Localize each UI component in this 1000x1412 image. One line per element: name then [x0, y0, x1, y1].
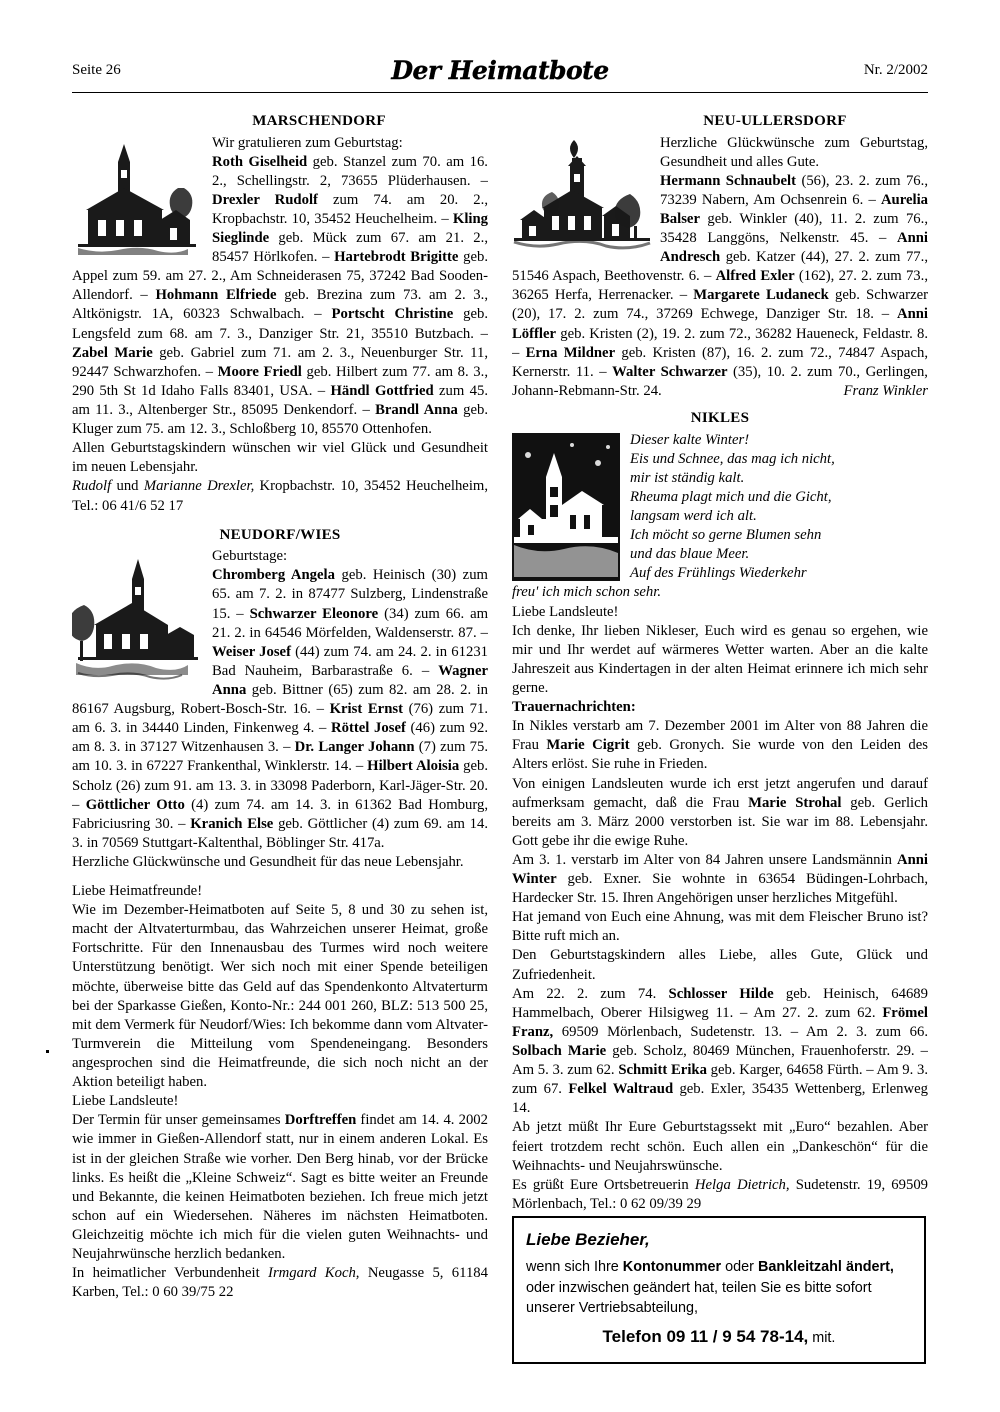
notice-keyword-bankleitzahl: Bankleitzahl — [757, 1258, 842, 1275]
church-illustration — [72, 549, 204, 689]
marschendorf-wishes: Allen Geburtstagskindern wünschen wir viel Glück und Gesundheit im neuen Lebensjahr. — [72, 440, 488, 476]
nikles-block — [512, 431, 928, 1214]
nikles-obituary-1: In Nikles verstarb am 7. Dezember 2001 im Alter von 88 Jahren die Frau Marie Cigrit geb. Gronych. Sie wurde von den Leiden des Alters erlöst. Sie ruhe in Frieden. — [512, 718, 928, 773]
nikles-closing: Ab jetzt müßt Ihr Eure Geburtstagssekt mit „Euro“ bezahlen. Aber feiert trotzdem recht schön. Euch allen ein „Dankeschön“ für die Weihnachts- und Neujahrswünsche. — [512, 1119, 928, 1174]
nikles-greeting: Liebe Landsleute! — [512, 603, 619, 620]
church-woodcut-illustration — [512, 433, 620, 581]
subscriber-notice-box — [512, 1216, 926, 1364]
notice-phone-number: Telefon 09 11 / 9 54 78-14, — [602, 1327, 809, 1347]
poem-line: Dieser kalte Winter! — [630, 431, 750, 448]
notice-phone-tail: mit. — [808, 1330, 836, 1347]
poem-line: und das blaue Meer. — [630, 546, 750, 563]
notice-title: Liebe Bezieher, — [526, 1230, 650, 1249]
neu-ullersdorf-intro: Herzliche Glückwünsche zum Geburtstag, Gesundheit und alles Gute. — [660, 134, 928, 170]
poem-line: Auf des Frühlings Wiederkehr — [630, 565, 807, 582]
publication-title: Der Heimatbote — [391, 56, 609, 85]
village-church-illustration — [512, 136, 652, 248]
notice-text-4: bitte sofort unserer Vertriebsabteilung, — [526, 1279, 872, 1317]
neudorf-intro: Geburtstage: — [212, 548, 288, 565]
left-column — [72, 112, 488, 1302]
nikles-birthdays: Am 22. 2. zum 74. Schlosser Hilde geb. Heinisch, 64689 Hammelbach, Oberer Hilsigweg 11. – Am 27. 2. zum 62. Frömel Franz, 69509 Mörlenbach, Sudetenstr. 13. – Am 2. 3. zum 66. Solbach Marie geb. Scholz, 80469 München, Frauenhoferstr. 29. – Am 5. 3. zum 62. Schmitt Erika geb. Karger, 64658 Fürth. – Am 9. 3. zum 67. Felkel Waltraud geb. Exler, 35435 Wettenberg, Erlenweg 14. — [512, 985, 928, 1117]
notice-text-1: wenn sich Ihre — [526, 1258, 623, 1275]
neudorf-dorftreffen: Der Termin für unser gemeinsames Dorftreffen findet am 14. 4. 2002 wie immer in Gießen-Allendorf statt, nur in einem anderen Lokal. Es ist in der gleichen Straße wie vorher. Den Berg hinab, vor der Brücke links. Es heißt die „Kleine Schweiz“. Sagt es bitte weiter an Freunde und Bekannte, die keinen Heimatboten beziehen. Ich freue mich jetzt schon auf ein Wiedersehen. Näheres im nächsten Heimatboten. Gleichzeitig möchte ich mich für die vielen guten Weihnachts- und Neujahrwünsche herzlich bedanken. — [72, 1112, 488, 1263]
poem-line: mir ist ständig kalt. — [630, 469, 745, 486]
section-heading-nikles: NIKLES — [690, 410, 750, 427]
nikles-obituary-3: Am 3. 1. verstarb im Alter von 84 Jahren unsere Landsmännin Anni Winter geb. Exner. Sie wohnte in 63654 Büdingen-Lohrbach, Hardecker Str. 15. Ihren Angehörigen unser herzliches Mitgefühl. — [512, 851, 928, 907]
church-illustration — [72, 136, 204, 260]
nikles-question: Hat jemand von Euch eine Ahnung, was mit dem Fleischer Bruno ist? Bitte ruft mich an. — [512, 909, 928, 945]
marschendorf-intro: Wir gratulieren zum Geburtstag: — [212, 134, 403, 151]
section-heading-marschendorf: MARSCHENDORF — [252, 113, 386, 129]
section-heading-neu-ullersdorf: NEU-ULLERSDORF — [703, 113, 847, 129]
poem-line: freu' ich mich schon sehr. — [512, 584, 662, 601]
issue-number: Nr. 2/2002 — [863, 62, 928, 78]
notice-keyword-aendert: ändert, — [845, 1258, 894, 1275]
marschendorf-signature: Rudolf und Marianne Drexler, Kropbachstr. 10, 35452 Heuchelheim, Tel.: 06 41/6 52 17 — [72, 478, 488, 514]
section-heading-neudorf-wies: NEUDORF/WIES — [219, 526, 341, 543]
page-header — [72, 56, 928, 92]
marschendorf-block — [72, 134, 488, 516]
notice-text-2: oder — [721, 1258, 758, 1275]
poem-line: Rheuma plagt mich und die Gicht, — [630, 488, 832, 505]
neudorf-tower-appeal: Wie im Dezember-Heimatboten auf Seite 5, 8 und 30 zu sehen ist, macht der Altvaterturmbau, das Wahrzeichen unserer Heimat, große Fortschritte. Für den Innenausbau des Turmes wird noch weitere Unterstützung benötigt. Wer sich noch mit einer Spende beteiligen möchte, überweise bitte das Geld auf das Spendenkonto Altvaterturm bei der Sparkasse Gießen, Konto-Nr.: 244 001 260, BLZ: 513 500 25, mit dem Vermerk für Neudorf/Wies: Ich bekomme dann vom Altvater-Turmverein die Mitteilung vom Spendeneingang. Besonders angesprochen sind die Heimatfreunde, die sich noch nicht an der Aktion beteiligt haben. — [72, 902, 488, 1091]
notice-phone — [526, 1325, 912, 1350]
margin-mark — [46, 1050, 49, 1053]
header-divider — [72, 92, 928, 93]
nikles-intro: Ich denke, Ihr lieben Nikleser, Euch wird es genau so ergehen, wie mir und Ihr werdet auf wärmeres Wetter warten. Aber an die kalte Jahreszeit aus Kindertagen in der alten Heimat erinnere ich mich sehr gerne. — [512, 622, 928, 696]
right-column — [512, 112, 928, 1214]
notice-body — [526, 1257, 912, 1320]
neudorf-wies-block — [72, 547, 488, 1302]
poem-line: Eis und Schnee, das mag ich nicht, — [630, 450, 835, 467]
neu-ullersdorf-birthdays: Hermann Schnaubelt (56), 23. 2. zum 76., 73239 Nabern, Am Ochsenrein 6. – Aurelia Balser geb. Winkler (40), 11. 2. zum 76., 35428 Langgöns, Nelkenstr. 45. – Anni Andresch geb. Katzer (44), 27. 2. zum 77., 51546 Aspach, Beethovenstr. 6. – Alfred Exler (162), 27. 2. zum 73., 36265 Herfa, Herrenacker. – Margarete Ludaneck geb. Schwarzer (20), 17. 2. zum 74., 37269 Echwege, Danziger Str. 18. – Anni Löffler geb. Kristen (2), 19. 2. zum 72., 36282 Haueneck, Feldastr. 8. – Erna Mildner geb. Kristen (87), 16. 2. zum 72., 74847 Aspach, Kernerstr. 11. – Walter Schwarzer (35), 10. 2. zum 70., Gerlingen, Johann-Rebmann-Str. 24. Franz Winkler — [512, 172, 928, 401]
marschendorf-birthdays: Roth Giselheid geb. Stanzel zum 70. am 16. 2., Schellingstr. 2, 73655 Plüderhausen. – Drexler Rudolf zum 74. am 20. 2., Kropbachstr. 10, 35452 Heuchelheim. – Kling Sieglinde geb. Mück zum 67. am 21. 2., 85457 Hörlkofen. – Hartebrodt Brigitte geb. Appel zum 59. am 27. 2., Am Schneiderasen 75, 37242 Bad Sooden-Allendorf. – Hohmann Elfriede geb. Brezina zum 73. am 2. 3., Altkönigstr. 1A, 60323 Schwalbach. – Portscht Christine geb. Lengsfeld zum 68. am 7. 3., Danziger Str. 21, 35510 Butzbach. – Zabel Marie geb. Gabriel zum 71. am 2. 3., Neuenburger Str. 11, 92447 Schwarzhofen. – Moore Friedl geb. Hilbert zum 77. am 8. 3., 290 5th St 1d Idaho Falls 83401, USA. – Händl Gottfried zum 45. am 11. 3., Altenberger Str., 85095 Denkendorf. – Brandl Anna geb. Kluger zum 75. am 12. 3., Schloßberg 10, 85570 Ottenhofen. — [72, 153, 488, 438]
notice-text-3: oder inzwischen geändert hat, teilen Sie es — [526, 1279, 801, 1296]
poem-line: Ich möcht so gerne Blumen sehn — [630, 527, 822, 544]
nikles-signature: Es grüßt Eure Ortsbetreuerin Helga Dietrich, Sudetenstr. 19, 69509 Mörlenbach, Tel.: 0 62 09/39 29 — [512, 1176, 928, 1212]
nikles-birthday-wishes: Den Geburtstagskindern alles Liebe, alles Gute, Glück und Zufriedenheit. — [512, 947, 928, 983]
neudorf-signature: In heimatlicher Verbundenheit Irmgard Koch, Neugasse 5, 61184 Karben, Tel.: 0 60 39/75 22 — [72, 1265, 488, 1301]
neudorf-landsleute: Liebe Landsleute! — [72, 1093, 179, 1110]
neudorf-birthdays: Chromberg Angela geb. Heinisch (30) zum 65. am 7. 2. in 87477 Sulzberg, Lindenstraße 15. – Schwarzer Eleonore (34) zum 66. am 21. 2. in 64546 Mörfelden, Waldenserstr. 87. – Weiser Josef (44) zum 74. am 24. 2. in 61231 Bad Nauheim, Barbarastraße 6. – Wagner Anna geb. Bittner (65) zum 82. am 28. 2. in 86167 Augsburg, Robert-Bosch-Str. 16. – Krist Ernst (76) zum 71. am 6. 3. in 34440 Linden, Finkenweg 4. – Röttel Josef (46) zum 92. am 8. 3. in 37127 Witzenhausen 3. – Dr. Langer Johann (7) zum 75. am 10. 3. in 67227 Frankenthal, Winklerstr. 14. – Hilbert Aloisia geb. Scholz (26) zum 91. am 13. 3. in 33098 Paderborn, Karl-Jäger-Str. 20. – Göttlicher Otto (4) zum 74. am 14. 3. in 61362 Bad Homburg, Fabriciusring 30. – Kranich Else geb. Göttlicher (4) zum 69. am 14. 3. in 70569 Stuttgart-Kaltenthal, Böblinger Str. 417a. — [72, 567, 488, 851]
nikles-obituary-2: Von einigen Landsleuten wurde ich erst jetzt angerufen und darauf aufmerksam gemacht, daß die Frau Marie Strohal geb. Gerlich bereits am 3. März 2000 verstorben ist. Sie war im 88. Lebensjahr. Gott gebe ihr die ewige Ruhe. — [512, 775, 928, 849]
poem-line: langsam werd ich alt. — [630, 507, 757, 524]
notice-keyword-kontonummer: Kontonummer — [622, 1258, 722, 1275]
neudorf-greeting: Liebe Heimatfreunde! — [72, 883, 203, 900]
neudorf-wishes: Herzliche Glückwünsche und Gesundheit für das neue Lebensjahr. — [72, 853, 464, 870]
nikles-obituary-heading: Trauernachrichten: — [512, 699, 636, 716]
neu-ullersdorf-signature: Franz Winkler — [843, 382, 928, 399]
page-number-left: Seite 26 — [72, 62, 121, 78]
neu-ullersdorf-block — [512, 134, 928, 402]
